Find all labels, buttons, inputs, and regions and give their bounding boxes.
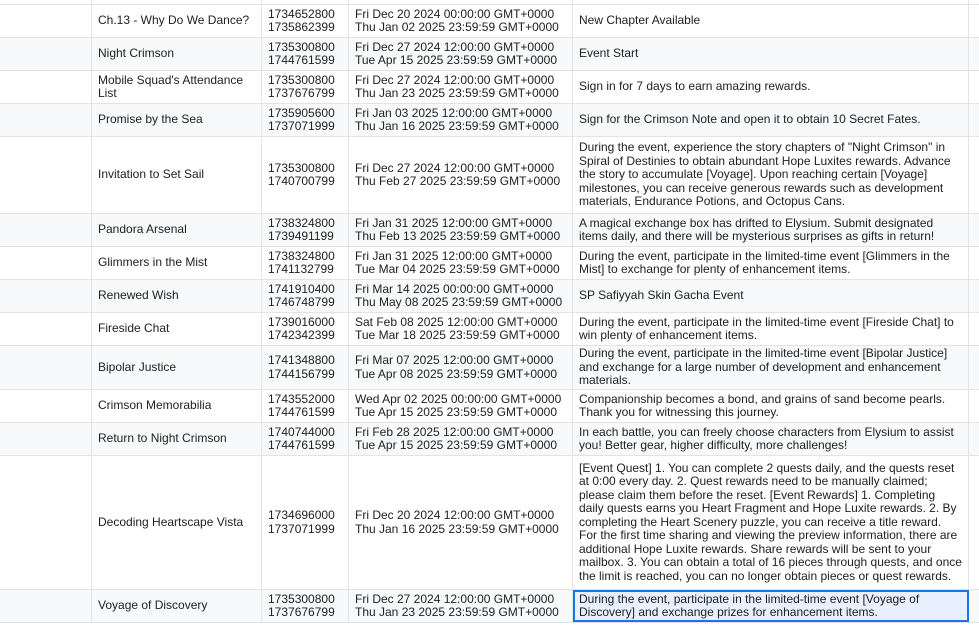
end-date: Thu Feb 27 2025 23:59:59 GMT+0000 bbox=[355, 174, 561, 188]
description-cell[interactable] bbox=[573, 390, 969, 422]
edge-cell[interactable] bbox=[969, 456, 979, 589]
table-row bbox=[0, 104, 979, 137]
description-cell[interactable] bbox=[573, 247, 969, 279]
date-cell[interactable] bbox=[349, 423, 573, 455]
event-description: During the event, participate in the limited-time event [Glimmers in the Mist] to exchange for plenty of enhancement items. bbox=[579, 248, 950, 276]
start-timestamp: 1740744000 bbox=[268, 424, 335, 439]
row-gutter-cell[interactable] bbox=[0, 423, 92, 455]
description-cell[interactable] bbox=[573, 456, 969, 589]
name-cell[interactable] bbox=[92, 38, 262, 70]
name-cell[interactable] bbox=[92, 590, 262, 622]
event-description: A magical exchange box has drifted to Elysium. Submit designated items daily, and there will be mysterious surprises as gifts in return! bbox=[579, 215, 935, 243]
start-timestamp: 1743552000 bbox=[268, 391, 335, 406]
edge-cell[interactable] bbox=[969, 590, 979, 622]
date-cell[interactable] bbox=[349, 346, 573, 389]
edge-cell[interactable] bbox=[969, 5, 979, 37]
date-cell[interactable] bbox=[349, 280, 573, 312]
description-cell[interactable] bbox=[573, 423, 969, 455]
timestamp-cell[interactable] bbox=[262, 104, 349, 136]
timestamp-cell[interactable] bbox=[262, 71, 349, 103]
event-name: Promise by the Sea bbox=[98, 112, 203, 127]
edge-cell[interactable] bbox=[969, 247, 979, 279]
edge-cell[interactable] bbox=[969, 137, 979, 213]
edge-cell[interactable] bbox=[969, 0, 979, 4]
table-row bbox=[0, 346, 979, 390]
start-timestamp: 1739016000 bbox=[268, 314, 335, 329]
description-cell[interactable] bbox=[573, 214, 969, 246]
end-date: Thu Jan 23 2025 23:59:59 GMT+0000 bbox=[355, 605, 559, 619]
table-row bbox=[0, 590, 979, 623]
row-gutter-cell[interactable] bbox=[0, 38, 92, 70]
start-date: Fri Jan 03 2025 12:00:00 GMT+0000 bbox=[355, 105, 553, 120]
table-row bbox=[0, 137, 979, 214]
row-gutter-cell[interactable] bbox=[0, 390, 92, 422]
name-cell[interactable] bbox=[92, 313, 262, 345]
name-cell[interactable] bbox=[92, 137, 262, 213]
end-timestamp: 1742342399 bbox=[268, 328, 335, 342]
date-cell[interactable] bbox=[349, 0, 573, 4]
event-name: Return to Night Crimson bbox=[98, 431, 227, 446]
start-date: Fri Dec 27 2024 12:00:00 GMT+0000 bbox=[355, 591, 555, 606]
end-date: Thu Jan 16 2025 23:59:59 GMT+0000 bbox=[355, 119, 559, 133]
description-cell[interactable] bbox=[573, 346, 969, 389]
table-row bbox=[0, 38, 979, 71]
timestamp-cell[interactable] bbox=[262, 5, 349, 37]
description-cell[interactable] bbox=[573, 38, 969, 70]
event-description: Sign in for 7 days to earn amazing rewards. bbox=[579, 79, 811, 94]
timestamp-cell[interactable] bbox=[262, 390, 349, 422]
event-description: New Chapter Available bbox=[579, 13, 701, 28]
start-date: Wed Apr 02 2025 00:00:00 GMT+0000 bbox=[355, 391, 562, 406]
description-cell[interactable] bbox=[573, 71, 969, 103]
event-description: Event Start bbox=[579, 46, 639, 61]
end-date: Thu Jan 23 2025 23:59:59 GMT+0000 bbox=[355, 86, 559, 100]
date-cell[interactable] bbox=[349, 247, 573, 279]
date-cell[interactable] bbox=[349, 137, 573, 213]
table-row bbox=[0, 247, 979, 280]
row-gutter-cell[interactable] bbox=[0, 590, 92, 622]
row-gutter-cell[interactable] bbox=[0, 71, 92, 103]
edge-cell[interactable] bbox=[969, 423, 979, 455]
event-description: Companionship becomes a bond, and grains of sand become pearls. Thank you for witnessing this journey. bbox=[579, 391, 946, 419]
description-cell[interactable] bbox=[573, 5, 969, 37]
timestamp-cell[interactable] bbox=[262, 247, 349, 279]
date-cell[interactable] bbox=[349, 214, 573, 246]
edge-cell[interactable] bbox=[969, 71, 979, 103]
event-name: Invitation to Set Sail bbox=[98, 167, 205, 182]
date-cell[interactable] bbox=[349, 390, 573, 422]
row-gutter-cell[interactable] bbox=[0, 346, 92, 389]
name-cell[interactable] bbox=[92, 214, 262, 246]
name-cell[interactable] bbox=[92, 247, 262, 279]
date-cell[interactable] bbox=[349, 456, 573, 589]
event-name: Bipolar Justice bbox=[98, 359, 177, 374]
date-cell[interactable] bbox=[349, 104, 573, 136]
name-cell[interactable] bbox=[92, 5, 262, 37]
start-timestamp: 1735300800 bbox=[268, 591, 335, 606]
timestamp-cell[interactable] bbox=[262, 38, 349, 70]
timestamp-cell[interactable] bbox=[262, 423, 349, 455]
start-date: Fri Dec 20 2024 00:00:00 GMT+0000 bbox=[355, 6, 555, 21]
timestamp-cell[interactable] bbox=[262, 346, 349, 389]
start-date: Fri Jan 31 2025 12:00:00 GMT+0000 bbox=[355, 248, 553, 263]
name-cell[interactable] bbox=[92, 456, 262, 589]
name-cell[interactable] bbox=[92, 71, 262, 103]
end-date: Tue Apr 08 2025 23:59:59 GMT+0000 bbox=[355, 366, 558, 381]
table-row bbox=[0, 71, 979, 104]
start-timestamp: 1741348800 bbox=[268, 353, 335, 367]
name-cell[interactable] bbox=[92, 104, 262, 136]
row-gutter-cell[interactable] bbox=[0, 137, 92, 213]
start-timestamp: 1735905600 bbox=[268, 105, 335, 120]
timestamp-cell[interactable] bbox=[262, 137, 349, 213]
end-timestamp: 1744156799 bbox=[268, 366, 335, 381]
start-date: Fri Dec 27 2024 12:00:00 GMT+0000 bbox=[355, 160, 555, 175]
end-date: Thu May 08 2025 23:59:59 GMT+0000 bbox=[355, 295, 563, 309]
end-timestamp: 1740700799 bbox=[268, 174, 335, 188]
name-cell[interactable] bbox=[92, 390, 262, 422]
start-date: Fri Dec 27 2024 12:00:00 GMT+0000 bbox=[355, 72, 555, 87]
date-cell[interactable] bbox=[349, 5, 573, 37]
timestamp-cell[interactable] bbox=[262, 313, 349, 345]
table-row bbox=[0, 280, 979, 313]
description-cell[interactable] bbox=[573, 313, 969, 345]
event-description: During the event, participate in the limited-time event [Fireside Chat] to win plenty of enhancement items. bbox=[579, 314, 954, 342]
event-description: During the event, participate in the limited-time event [Bipolar Justice] and exchange for a large number of development and enhancement materials. bbox=[579, 346, 948, 388]
end-timestamp: 1744761599 bbox=[268, 438, 335, 452]
edge-cell[interactable] bbox=[969, 346, 979, 389]
row-gutter-cell[interactable] bbox=[0, 313, 92, 345]
end-date: Tue Apr 15 2025 23:59:59 GMT+0000 bbox=[355, 53, 558, 67]
event-name: Pandora Arsenal bbox=[98, 222, 187, 237]
edge-cell[interactable] bbox=[969, 280, 979, 312]
table-row bbox=[0, 456, 979, 590]
start-date: Fri Dec 20 2024 12:00:00 GMT+0000 bbox=[355, 508, 555, 522]
edge-cell[interactable] bbox=[969, 390, 979, 422]
event-description: During the event, experience the story chapters of "Night Crimson" in Spiral of Destinies to obtain abundant Hope Luxites rewards. Advance the story to accumulate [Voyage]. Upon reaching certain [Voyage] milestones, you can receive generous rewards such as development materials, Endurance Potions, and Octopus Cans. bbox=[579, 140, 951, 209]
event-description: Sign for the Crimson Note and open it to obtain 10 Secret Fates. bbox=[579, 112, 921, 127]
end-timestamp: 1737071999 bbox=[268, 119, 335, 133]
end-date: Thu Jan 02 2025 23:59:59 GMT+0000 bbox=[355, 20, 559, 34]
event-name: Glimmers in the Mist bbox=[98, 255, 208, 270]
end-timestamp: 1741132799 bbox=[268, 262, 334, 276]
description-cell[interactable] bbox=[573, 0, 969, 4]
timestamp-cell[interactable] bbox=[262, 280, 349, 312]
end-date: Tue Mar 18 2025 23:59:59 GMT+0000 bbox=[355, 328, 560, 342]
description-cell[interactable] bbox=[573, 137, 969, 213]
start-date: Fri Feb 28 2025 12:00:00 GMT+0000 bbox=[355, 424, 554, 439]
date-cell[interactable] bbox=[349, 590, 573, 622]
name-cell[interactable] bbox=[92, 0, 262, 4]
end-date: Thu Feb 13 2025 23:59:59 GMT+0000 bbox=[355, 229, 561, 243]
start-timestamp: 1735300800 bbox=[268, 72, 335, 87]
table-row bbox=[0, 5, 979, 38]
event-description: SP Safiyyah Skin Gacha Event bbox=[579, 288, 744, 303]
table-row bbox=[0, 313, 979, 346]
description-cell[interactable] bbox=[573, 104, 969, 136]
start-timestamp: 1734652800 bbox=[268, 6, 335, 21]
end-date: Tue Apr 15 2025 23:59:59 GMT+0000 bbox=[355, 438, 558, 452]
name-cell[interactable] bbox=[92, 423, 262, 455]
date-cell[interactable] bbox=[349, 313, 573, 345]
row-gutter-cell[interactable] bbox=[0, 456, 92, 589]
end-timestamp: 1737071999 bbox=[268, 521, 335, 536]
start-date: Fri Mar 14 2025 00:00:00 GMT+0000 bbox=[355, 281, 554, 296]
timestamp-cell[interactable] bbox=[262, 0, 349, 4]
table-row bbox=[0, 390, 979, 423]
row-gutter-cell[interactable] bbox=[0, 104, 92, 136]
event-name: Decoding Heartscape Vista bbox=[98, 514, 244, 529]
event-name: Fireside Chat bbox=[98, 321, 170, 336]
table-row bbox=[0, 423, 979, 456]
row-gutter-cell[interactable] bbox=[0, 214, 92, 246]
start-timestamp: 1738324800 bbox=[268, 215, 335, 230]
start-date: Fri Dec 27 2024 12:00:00 GMT+0000 bbox=[355, 39, 555, 54]
timestamp-cell[interactable] bbox=[262, 590, 349, 622]
start-timestamp: 1738324800 bbox=[268, 248, 335, 263]
end-date: Tue Mar 04 2025 23:59:59 GMT+0000 bbox=[355, 262, 560, 276]
row-gutter-cell[interactable] bbox=[0, 0, 92, 4]
event-description: [Event Quest] 1. You can complete 2 quests daily, and the quests reset at 0:00 every day. 2. Quest rewards need to be manually claimed; please claim them before the reset. [Event Rewards] 1. Completing daily quests earns you Heart Fragment and Hope Luxite rewards. 2. By completing the Heart Scenery puzzle, you can receive a title reward. For the first time sharing and viewing the preview information, there are additional Hope Luxite rewards. Share rewards will be sent to your mailbox. 3. You can obtain a total of 16 pieces through quests, and once the limit is reached, you can no longer obtain pieces or quest rewards. bbox=[579, 460, 962, 583]
row-gutter-cell[interactable] bbox=[0, 280, 92, 312]
table-row bbox=[0, 214, 979, 247]
event-name: Ch.13 - Why Do We Dance? bbox=[98, 13, 250, 28]
name-cell[interactable] bbox=[92, 346, 262, 389]
event-description: During the event, participate in the limited-time event [Voyage of Discovery] and exchange prizes for enhancement items. bbox=[579, 591, 920, 619]
row-gutter-cell[interactable] bbox=[0, 247, 92, 279]
start-timestamp: 1741910400 bbox=[268, 281, 335, 296]
end-date: Tue Apr 15 2025 23:59:59 GMT+0000 bbox=[355, 405, 558, 419]
edge-cell[interactable] bbox=[969, 214, 979, 246]
start-date: Fri Jan 31 2025 12:00:00 GMT+0000 bbox=[355, 215, 553, 230]
timestamp-cell[interactable] bbox=[262, 214, 349, 246]
timestamp-cell[interactable] bbox=[262, 456, 349, 589]
end-timestamp: 1737676799 bbox=[268, 86, 335, 100]
event-name: Night Crimson bbox=[98, 46, 175, 61]
row-gutter-cell[interactable] bbox=[0, 5, 92, 37]
event-description: In each battle, you can freely choose characters from Elysium to assist you! Better gear, higher difficulty, more challenges! bbox=[579, 424, 954, 452]
date-cell[interactable] bbox=[349, 71, 573, 103]
name-cell[interactable] bbox=[92, 280, 262, 312]
start-timestamp: 1735300800 bbox=[268, 160, 335, 175]
end-date: Thu Jan 16 2025 23:59:59 GMT+0000 bbox=[355, 521, 559, 536]
description-cell[interactable] bbox=[573, 590, 969, 622]
start-timestamp: 1735300800 bbox=[268, 39, 335, 54]
event-name: Voyage of Discovery bbox=[98, 598, 208, 613]
event-name: Renewed Wish bbox=[98, 288, 179, 303]
edge-cell[interactable] bbox=[969, 313, 979, 345]
end-timestamp: 1735862399 bbox=[268, 20, 335, 34]
start-timestamp: 1734696000 bbox=[268, 508, 335, 522]
end-timestamp: 1746748799 bbox=[268, 295, 335, 309]
date-cell[interactable] bbox=[349, 38, 573, 70]
start-date: Sat Feb 08 2025 12:00:00 GMT+0000 bbox=[355, 314, 558, 329]
end-timestamp: 1744761599 bbox=[268, 405, 335, 419]
edge-cell[interactable] bbox=[969, 38, 979, 70]
end-timestamp: 1737676799 bbox=[268, 605, 335, 619]
start-date: Fri Mar 07 2025 12:00:00 GMT+0000 bbox=[355, 353, 554, 367]
event-name: Mobile Squad's Attendance List bbox=[98, 72, 244, 100]
end-timestamp: 1744761599 bbox=[268, 53, 335, 67]
event-name: Crimson Memorabilia bbox=[98, 398, 212, 413]
end-timestamp: 1739491199 bbox=[268, 229, 334, 243]
description-cell[interactable] bbox=[573, 280, 969, 312]
edge-cell[interactable] bbox=[969, 104, 979, 136]
